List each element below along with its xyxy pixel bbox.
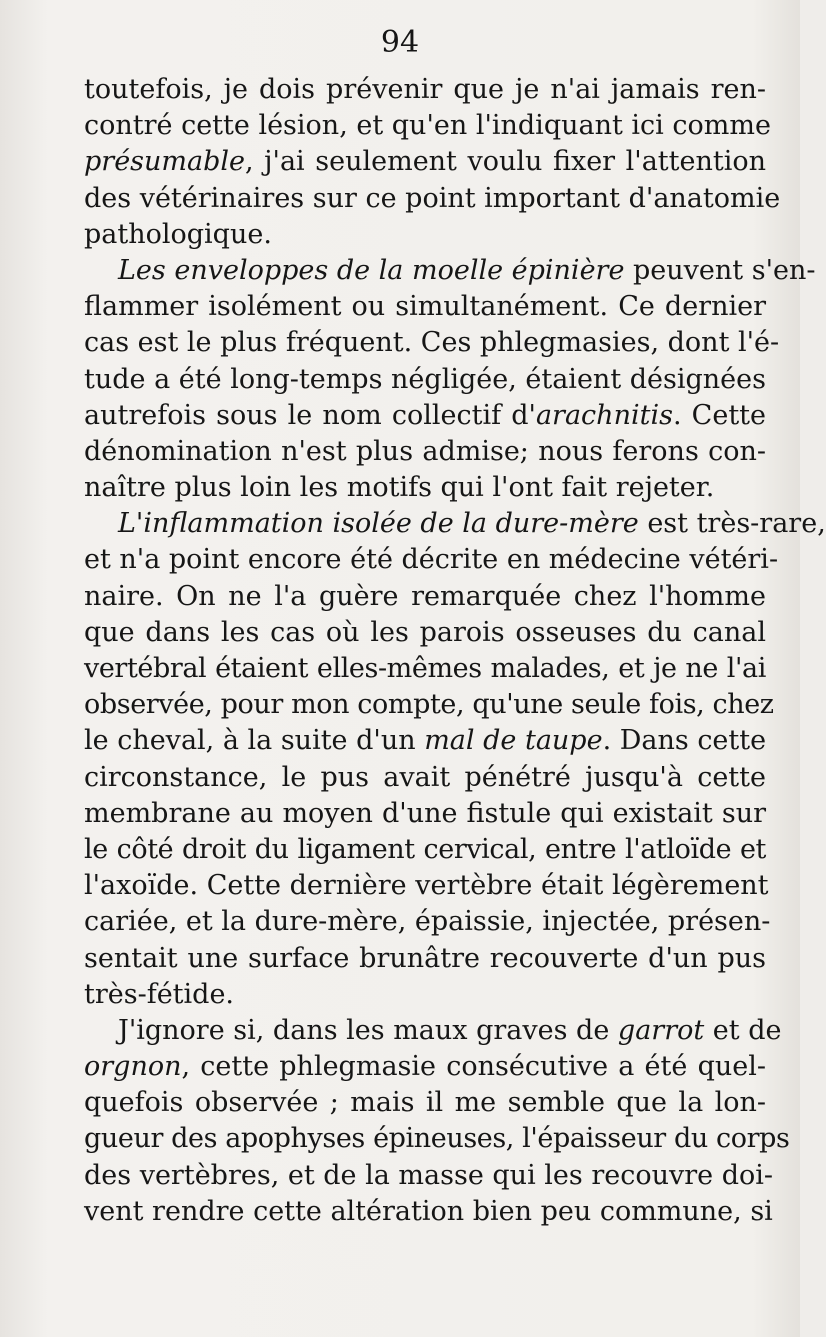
text-line: cas est le plus fréquent. Ces phlegmasies, dont l'é- — [84, 327, 780, 359]
text-line: contré cette lésion, et qu'en l'indiquant ici comme — [84, 110, 771, 142]
italic-term: orgnon — [84, 1051, 182, 1083]
page-number: 94 — [380, 25, 420, 60]
text-line: naire. On ne l'a guère remarquée chez l'homme — [84, 580, 766, 612]
italic-term: Les enveloppes de la moelle épinière — [118, 254, 625, 286]
text-line: orgnon, cette phlegmasie consécutive a été quel- — [84, 1051, 766, 1083]
italic-term: présumable — [84, 146, 246, 178]
body-text — [84, 72, 826, 1230]
text-line: observée, pour mon compte, qu'une seule fois, chez — [84, 689, 774, 721]
text-line: des vétérinaires sur ce point important d'anatomie — [84, 182, 781, 214]
text-line: naître plus loin les motifs qui l'ont fait rejeter. — [84, 472, 715, 504]
text-line: sentait une surface brunâtre recouverte d'un pus — [84, 942, 766, 974]
text-line: flammer isolément ou simultanément. Ce dernier — [84, 291, 766, 323]
text-line: membrane au moyen d'une fistule qui existait sur — [84, 797, 766, 829]
text-line: circonstance, le pus avait pénétré jusqu'à cette — [84, 761, 766, 793]
paragraph-start-line: J'ignore si, dans les maux graves de garrot et de — [118, 1014, 782, 1046]
text-line: vertébral étaient elles-mêmes malades, et je ne l'ai — [84, 653, 766, 684]
text-line: l'axoïde. Cette dernière vertèbre était légèrement — [84, 870, 769, 902]
italic-term: garrot — [617, 1014, 705, 1046]
text-line: dénomination n'est plus admise; nous ferons con- — [84, 435, 766, 467]
text-line: le cheval, à la suite d'un mal de taupe. Dans cette — [84, 725, 767, 757]
text-line: cariée, et la dure-mère, épaissie, injectée, présen- — [84, 906, 771, 938]
text-line: toutefois, je dois prévenir que je n'ai jamais ren- — [84, 74, 766, 105]
text-line: gueur des apophyses épineuses, l'épaisseur du corps — [84, 1123, 790, 1155]
text-line: vent rendre cette altération bien peu commune, si — [84, 1195, 773, 1227]
text-line: présumable, j'ai seulement voulu fixer l'attention — [84, 146, 766, 178]
italic-term: L'inflammation isolée de la dure-mère — [118, 508, 639, 540]
italic-term: mal de taupe — [424, 725, 603, 757]
paragraph-start-line: Les enveloppes de la moelle épinière peuvent s'en- — [118, 254, 816, 286]
text-line: et n'a point encore été décrite en médecine vétéri- — [84, 544, 779, 576]
text-line: des vertèbres, et de la masse qui les recouvre doi- — [84, 1159, 774, 1191]
text-line: pathologique. — [84, 218, 272, 250]
italic-term: arachnitis — [535, 399, 673, 431]
text-line: le côté droit du ligament cervical, entre l'atloïde et — [84, 833, 766, 865]
paragraph-start-line: L'inflammation isolée de la dure-mère est très-rare, — [118, 508, 826, 540]
text-line: très-fétide. — [84, 978, 235, 1010]
text-line: tude a été long-temps négligée, étaient désignées — [84, 363, 766, 395]
text-line: que dans les cas où les parois osseuses du canal — [84, 616, 766, 648]
text-line: quefois observée ; mais il me semble que la lon- — [84, 1087, 766, 1119]
text-line: autrefois sous le nom collectif d'arachnitis. Cette — [84, 399, 767, 431]
